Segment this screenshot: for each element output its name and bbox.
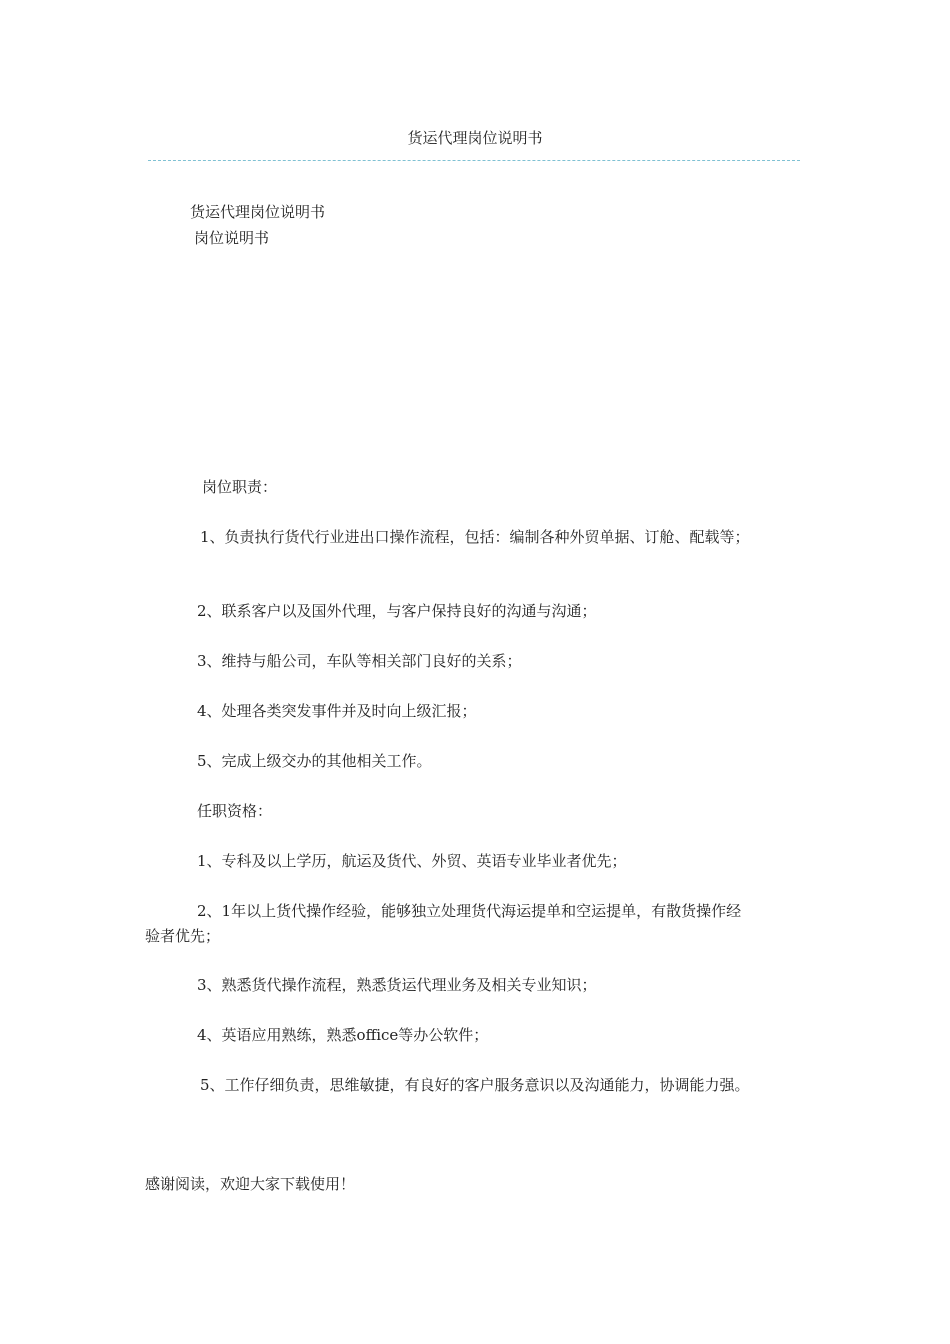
qualification-item-2: 2、1年以上货代操作经验，能够独立处理货代海运提单和空运提单，有散货操作经 <box>197 902 742 920</box>
document-title-line: 货运代理岗位说明书 <box>190 203 326 221</box>
qualification-item-4: 4、英语应用熟练，熟悉office等办公软件； <box>197 1026 489 1044</box>
duty-item-2: 2、联系客户以及国外代理，与客户保持良好的沟通与沟通； <box>197 602 597 620</box>
document-subtitle-line: 岗位说明书 <box>194 229 270 247</box>
duty-item-1: 1、负责执行货代行业进出口操作流程，包括：编制各种外贸单据、订舱、配载等； <box>200 528 750 546</box>
duty-item-5: 5、完成上级交办的其他相关工作。 <box>197 752 432 770</box>
duty-item-3: 3、维持与船公司，车队等相关部门良好的关系； <box>197 652 522 670</box>
qualification-item-2-continued: 验者优先； <box>145 927 221 945</box>
qualification-item-1: 1、专科及以上学历，航运及货代、外贸、英语专业毕业者优先； <box>197 852 627 870</box>
qualification-item-5: 5、工作仔细负责，思维敏捷，有良好的客户服务意识以及沟通能力，协调能力强。 <box>200 1076 750 1094</box>
header-divider <box>148 160 800 161</box>
duty-item-4: 4、处理各类突发事件并及时向上级汇报； <box>197 702 477 720</box>
footer-thanks: 感谢阅读，欢迎大家下载使用！ <box>145 1175 356 1193</box>
duties-heading: 岗位职责： <box>202 478 278 496</box>
qualifications-heading: 任职资格： <box>197 802 273 820</box>
qualification-item-3: 3、熟悉货代操作流程，熟悉货运代理业务及相关专业知识； <box>197 976 597 994</box>
header-title: 货运代理岗位说明书 <box>407 129 543 147</box>
